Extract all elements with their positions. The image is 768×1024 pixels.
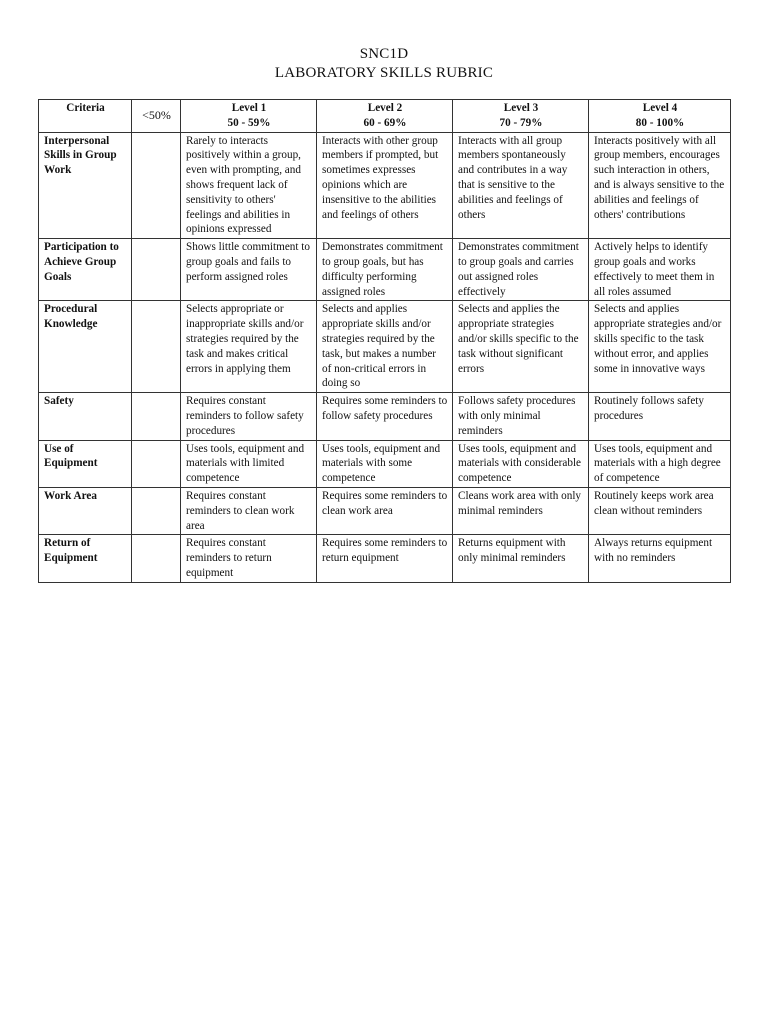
level-3-cell: Demonstrates commitment to group goals and carries out assigned roles effectively — [453, 239, 589, 301]
level-4-cell: Always returns equipment with no reminders — [589, 535, 731, 582]
below-50-cell — [132, 132, 181, 239]
level-4-cell: Selects and applies appropriate strategies and/or skills specific to the task without error, and applies some in innovative ways — [589, 301, 731, 393]
level-2-header — [317, 100, 453, 133]
level-4-name: Level 4 — [642, 102, 678, 114]
criteria-cell: Return of Equipment — [39, 535, 132, 582]
table-row — [39, 239, 731, 301]
level-2-cell: Uses tools, equipment and materials with some competence — [317, 440, 453, 487]
criteria-cell: Use of Equipment — [39, 440, 132, 487]
level-2-cell: Requires some reminders to follow safety procedures — [317, 393, 453, 440]
document-title: LABORATORY SKILLS RUBRIC — [274, 65, 494, 81]
criteria-cell: Interpersonal Skills in Group Work — [39, 132, 132, 239]
criteria-cell: Participation to Achieve Group Goals — [39, 239, 132, 301]
level-2-cell: Selects and applies appropriate skills and/or strategies required by the task, but makes a number of non-critical errors in doing so — [317, 301, 453, 393]
criteria-cell: Work Area — [39, 487, 132, 534]
level-1-cell: Requires constant reminders to return equipment — [181, 535, 317, 582]
level-3-cell: Uses tools, equipment and materials with considerable competence — [453, 440, 589, 487]
criteria-cell: Safety — [39, 393, 132, 440]
level-2-name: Level 2 — [367, 102, 403, 114]
level-1-cell: Selects appropriate or inappropriate skills and/or strategies required by the task and makes critical errors in applying them — [181, 301, 317, 393]
table-row — [39, 301, 731, 393]
level-2-cell: Demonstrates commitment to group goals, but has difficulty performing assigned roles — [317, 239, 453, 301]
below-50-cell — [132, 393, 181, 440]
below-50-header: <50% — [132, 100, 181, 133]
table-row — [39, 393, 731, 440]
level-4-cell: Routinely keeps work area clean without reminders — [589, 487, 731, 534]
header-row — [39, 100, 731, 133]
rubric-table — [38, 99, 731, 583]
level-3-cell: Cleans work area with only minimal reminders — [453, 487, 589, 534]
level-2-cell: Interacts with other group members if prompted, but sometimes expresses opinions which are insensitive to the abilities and feelings of others — [317, 132, 453, 239]
level-4-cell: Actively helps to identify group goals and works effectively to meet them in all roles assumed — [589, 239, 731, 301]
document-header — [0, 45, 768, 83]
level-3-cell: Returns equipment with only minimal reminders — [453, 535, 589, 582]
below-50-cell — [132, 239, 181, 301]
level-1-cell: Uses tools, equipment and materials with limited competence — [181, 440, 317, 487]
course-code: SNC1D — [359, 46, 409, 62]
criteria-header: Criteria — [39, 100, 132, 133]
level-1-header — [181, 100, 317, 133]
level-4-range: 80 - 100% — [635, 116, 685, 129]
level-2-range: 60 - 69% — [363, 116, 407, 129]
table-row — [39, 132, 731, 239]
level-3-cell: Follows safety procedures with only minimal reminders — [453, 393, 589, 440]
level-2-cell: Requires some reminders to clean work area — [317, 487, 453, 534]
level-4-cell: Routinely follows safety procedures — [589, 393, 731, 440]
below-50-cell — [132, 301, 181, 393]
level-1-cell: Requires constant reminders to clean work area — [181, 487, 317, 534]
level-3-cell: Interacts with all group members spontaneously and contributes in a way that is sensitive to the abilities and feelings of others — [453, 132, 589, 239]
level-2-cell: Requires some reminders to return equipment — [317, 535, 453, 582]
table-row — [39, 440, 731, 487]
level-3-range: 70 - 79% — [499, 116, 543, 129]
level-3-cell: Selects and applies the appropriate strategies and/or skills specific to the task without significant errors — [453, 301, 589, 393]
below-50-cell — [132, 535, 181, 582]
level-1-cell: Requires constant reminders to follow safety procedures — [181, 393, 317, 440]
level-4-cell: Interacts positively with all group members, encourages such interaction in others, and is always sensitive to the abilities and feelings of others' contributions — [589, 132, 731, 239]
level-4-header — [589, 100, 731, 133]
level-1-cell: Rarely to interacts positively within a group, even with prompting, and shows frequent lack of sensitivity to others' feelings and abilities in opinions expressed — [181, 132, 317, 239]
level-3-name: Level 3 — [503, 102, 539, 114]
level-1-name: Level 1 — [231, 102, 267, 114]
below-50-cell — [132, 487, 181, 534]
level-4-cell: Uses tools, equipment and materials with a high degree of competence — [589, 440, 731, 487]
below-50-cell — [132, 440, 181, 487]
level-1-cell: Shows little commitment to group goals and fails to perform assigned roles — [181, 239, 317, 301]
criteria-cell: Procedural Knowledge — [39, 301, 132, 393]
level-3-header — [453, 100, 589, 133]
level-1-range: 50 - 59% — [227, 116, 271, 129]
table-row — [39, 487, 731, 534]
table-row — [39, 535, 731, 582]
